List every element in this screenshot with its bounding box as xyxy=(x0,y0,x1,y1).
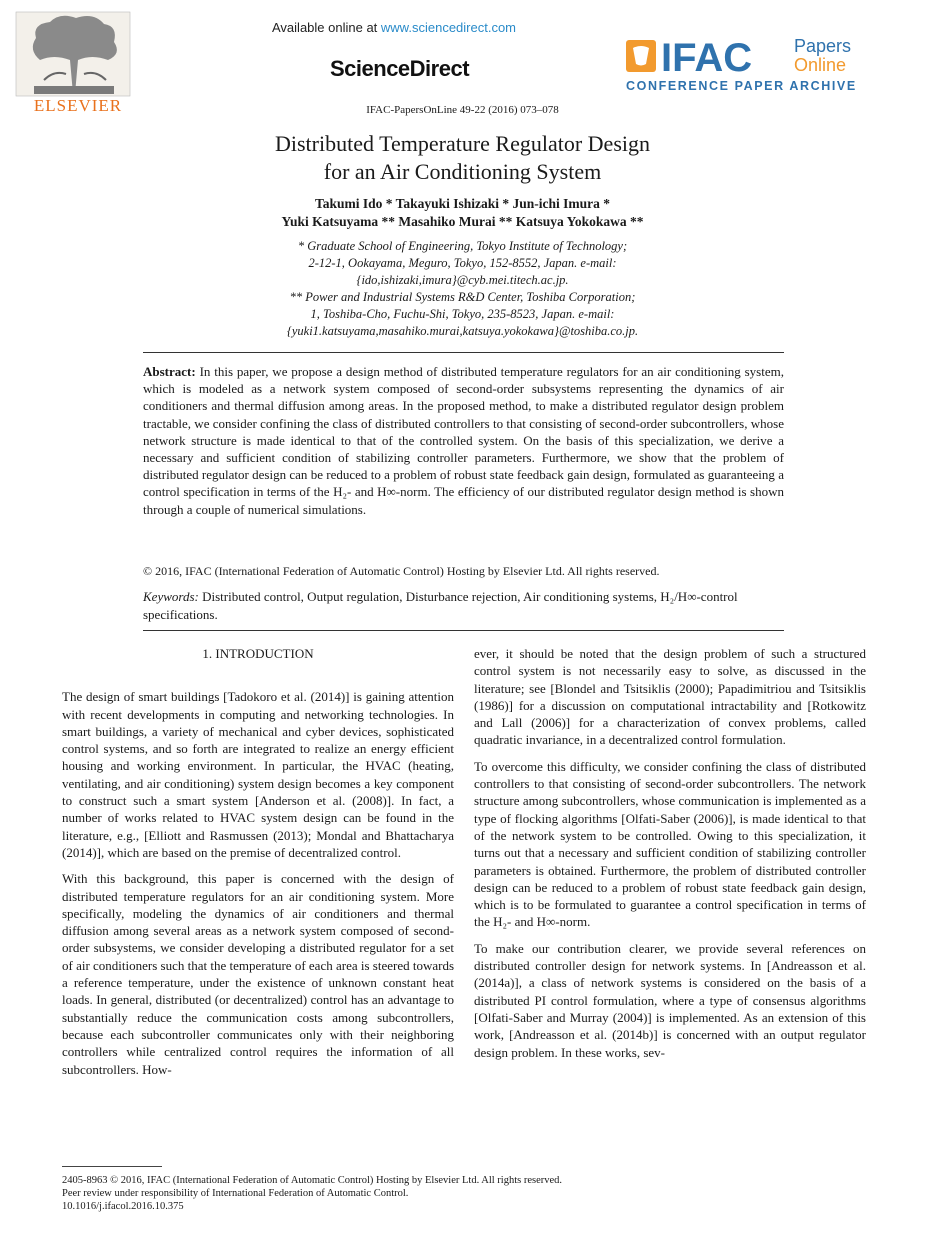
footer-doi: 10.1016/j.ifacol.2016.10.375 xyxy=(62,1201,184,1212)
sciencedirect-link[interactable]: www.sciencedirect.com xyxy=(380,20,517,35)
paper-title xyxy=(0,130,925,186)
ifac-main-text: IFAC xyxy=(661,36,753,80)
title-line-1: Distributed Temperature Regulator Design xyxy=(274,131,650,156)
keywords-label: Keywords: xyxy=(143,589,199,604)
affiliations xyxy=(0,238,925,340)
abstract-text: In this paper, we propose a design method of distributed temperature regulators for an air conditioning system, which is modeled as a network system composed of second-order subsystems representing the dynamics of air conditioners and thermal diffusion among areas. In the proposed method, to make a distributed regulator design problem tractable, we consider confining the class of distributed controllers to that consisting of second-order subcontrollers, whose network structure is made identical to that of the controlled system. On the basis of this specialization, we derive a necessary and sufficient condition of stabilizing controller parameters. Furthermore, we show that the problem of distributed regulator design can be reduced to a problem of robust state feedback gain design, formulated as guaranteeing a control specification in terms of the H₂- and H∞-norm. The efficiency of our distributed regulator design method is shown through a couple of numerical simulations. xyxy=(143,364,784,517)
footer-peer-review: Peer review under responsibility of International Federation of Automatic Control. xyxy=(62,1188,409,1199)
ifac-papers-text: Papers xyxy=(794,36,852,56)
affiliation-line: 2-12-1, Ookayama, Meguro, Tokyo, 152-8552, Japan. e-mail: xyxy=(308,256,617,270)
body-paragraph: With this background, this paper is concerned with the design of distributed temperature regulators for an air conditioning system. More specifically, modeling the dynamics of air conditioners and thermal diffusion among several areas as a network system composed of second-order subsystems, we consider developing a distributed regulator for a set of air conditioners such that the temperature of each area is steered towards a reference temperature, under the existence of unknown constant heat loads. In general, distributed (or decentralized) control has an advantage to substantially reduce the communication costs among subcontrollers, because each subcontroller communicates only with their neighboring controllers while centralized control requires the information of all subcontrollers. How- xyxy=(62,871,454,1077)
affiliation-line: {yuki1.katsuyama,masahiko.murai,katsuya.yokokawa}@toshiba.co.jp. xyxy=(286,324,639,338)
ifac-online-text: Online xyxy=(794,55,847,75)
authors-line-1: Takumi Ido * Takayuki Ishizaki * Jun-ichi Imura * xyxy=(314,196,611,211)
journal-reference: IFAC-PapersOnLine 49-22 (2016) 073–078 xyxy=(366,104,559,116)
right-column xyxy=(474,645,866,1070)
authors-line-2: Yuki Katsuyama ** Masahiko Murai ** Katsuya Yokokawa ** xyxy=(281,214,644,229)
affiliation-line: * Graduate School of Engineering, Tokyo Institute of Technology; xyxy=(297,239,628,253)
abstract-bottom-rule xyxy=(143,630,784,631)
elsevier-tree-logo xyxy=(14,10,132,108)
affiliation-line: {ido,ishizaki,imura}@cyb.mei.titech.ac.jp. xyxy=(356,273,569,287)
left-column xyxy=(62,645,454,1087)
copyright-notice: © 2016, IFAC (International Federation of Automatic Control) Hosting by Elsevier Ltd. All rights reserved. xyxy=(143,564,660,578)
body-paragraph: The design of smart buildings [Tadokoro et al. (2014)] is gaining attention with recent developments in computing and networking technologies. In smart buildings, a variety of mechanical and cyber devices, sophisticated control systems, and so forth are integrated to realize an energy efficient housing and working environment. In particular, the HVAC (heating, ventilating, and air conditioning) system design becomes a key component to construct such a smart system [Anderson et al. (2008)]. In fact, a number of works related to HVAC system design can be found in the literature, e.g., [Elliott and Rasmussen (2013); Mondal and Bhattacharya (2014)], which are based on the premise of decentralized control. xyxy=(62,689,454,860)
elsevier-wordmark: ELSEVIER xyxy=(33,96,123,115)
affiliation-line: 1, Toshiba-Cho, Fuchu-Shi, Tokyo, 235-8523, Japan. e-mail: xyxy=(310,307,615,321)
section-heading-introduction: 1. INTRODUCTION xyxy=(202,646,314,661)
page-footer xyxy=(62,1174,882,1213)
available-online xyxy=(272,20,516,35)
available-prefix: Available online at xyxy=(272,20,381,35)
body-paragraph: ever, it should be noted that the design problem of such a structured control system is not necessarily easy to solve, as discussed in the literature; see [Blondel and Tsitsiklis (2000); Papadimitriou and Tsitsiklis (1986)] for a discussion on computational intractability and [Rotkowitz and Lall (2006)] for a characterization of convex problems, called quadratic invariance, in a decentralized control formulation. xyxy=(474,646,866,748)
abstract-label: Abstract: xyxy=(143,364,196,379)
abstract xyxy=(143,363,784,518)
sciencedirect-logo: ScienceDirect xyxy=(330,56,470,81)
title-line-2: for an Air Conditioning System xyxy=(323,159,602,184)
footer-issn: 2405-8963 © 2016, IFAC (International Federation of Automatic Control) Hosting by Elsevier Ltd. All rights reserved. xyxy=(62,1175,563,1186)
keywords-text: Distributed control, Output regulation, Disturbance rejection, Air conditioning systems, H₂/H∞-control specifications. xyxy=(143,589,738,622)
footnote-rule xyxy=(62,1166,162,1167)
abstract-top-rule xyxy=(143,352,784,353)
ifac-archive-label: CONFERENCE PAPER ARCHIVE xyxy=(626,79,857,93)
body-paragraph: To make our contribution clearer, we provide several references on distributed controller design for network systems. In [Andreasson et al. (2014a)], a class of network systems is considered on the basis of a distributed PI control formulation, where a type of consensus algorithms [Olfati-Saber and Murray (2004)] is implemented. As an extension of this work, [Andreasson et al. (2014b)] is concerned with an output regulator design problem. In these works, sev- xyxy=(474,940,866,1060)
affiliation-line: ** Power and Industrial Systems R&D Center, Toshiba Corporation; xyxy=(289,290,636,304)
keywords xyxy=(143,588,784,623)
body-paragraph: To overcome this difficulty, we consider confining the class of distributed controllers to that consisting of second-order subcontrollers. The network structure among subcontrollers, whose communication is implemented as a type of flocking algorithms [Olfati-Saber (2006)], is made identical to that of the network system to be controlled. Owing to this specialization, it turns out that a necessary and sufficient condition of stabilizing controller parameters is obtained. Furthermore, the problem of distributed controller design can be reduced to a problem of robust state feedback gain design, which is to be formulated to guarantee a control specification in terms of the H₂- and H∞-norm. xyxy=(474,758,866,930)
author-list xyxy=(0,195,925,231)
